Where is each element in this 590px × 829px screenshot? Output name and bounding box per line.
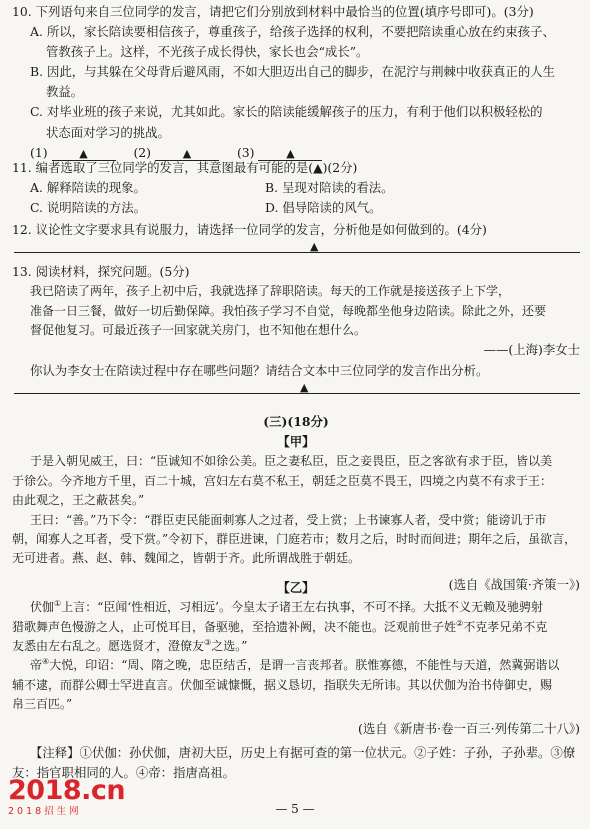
q11-option-c[interactable]: C. 说明陪读的方法。 (30, 200, 147, 216)
q12-stem: 12. 议论性文字要求具有说服力，请选择一位同学的发言，分析他是如何做到的。(4分) (12, 222, 487, 237)
q13-question: 你认为李女士在陪读过程中存在哪些问题？请结合文本中三位同学的发言作出分析。 (30, 362, 489, 378)
q13-source: ——(上海)李女士 (483, 342, 580, 358)
blank-label-1: (1) (30, 144, 48, 160)
yi-text: 上言：“臣闻‘性相近，习相远’。今皇太子诸王左右执事，不可不择。大抵不义无赖及驰骋射 (61, 600, 543, 615)
triangle-icon: ▲ (286, 146, 295, 160)
note-mark-4: ④ (42, 657, 50, 667)
triangle-icon: ▲ (310, 240, 319, 254)
section-3 (12, 412, 580, 595)
yi-text: 之选。” (211, 638, 248, 653)
q10-stem: 10. 下列语句来自三位同学的发言，请把它们分别放到材料中最恰当的位置(填序号即可)。(3分) (12, 4, 534, 19)
jia-p2-line3: 无可进者。燕、赵、韩、魏闻之，皆朝于齐。此所谓战胜于朝廷。 (12, 551, 361, 566)
jia-p1-line1: 于是入朝见威王，曰：“臣诚知不如徐公美。臣之妻私臣，臣之妾畏臣，臣之客欲有求于臣，皆以美 (30, 454, 553, 469)
q11-options (12, 178, 580, 218)
jia-p1-line3: 由此观之，王之蔽甚矣。” (12, 493, 145, 508)
yi-text: 猎歌舞声色慢游之人，止可悦耳目，备驱驰，至拾遗补阙，决不能也。泛观前世子姓 (12, 619, 457, 634)
passage-jia-title: 【甲】 (277, 434, 315, 450)
q11-option-a[interactable]: A. 解释陪读的现象。 (30, 180, 146, 196)
section-title: (三)(18分) (263, 414, 329, 429)
triangle-icon: ▲ (182, 146, 192, 160)
question-12 (12, 220, 580, 256)
yi-notes-line1: 【注释】①伏伽：孙伏伽，唐初大臣，历史上有据可查的第一位状元。②子姓：子孙，子孙辈。③僚 (30, 744, 576, 760)
passage-yi (12, 578, 580, 783)
question-13 (12, 262, 580, 397)
yi-p1-line1 (12, 598, 580, 617)
q13-material-line1: 我已陪读了两年，孩子上初中后，我就选择了辞职陪读。每天的工作就是接送孩子上下学， (30, 284, 511, 299)
q11-stem: 11. 编者选取了三位同学的发言，其意图最有可能的是(▲)(2分) (12, 160, 358, 175)
logo-main-text: 2018.cn (8, 775, 126, 806)
yi-p2-line2: 辅不逮，而群公卿士罕进直言。伏伽至诚慷慨，据义恳切，指联失无所讳。其以伏伽为治书侍御史，赐 (12, 677, 553, 692)
note-mark-1: ① (54, 599, 62, 609)
yi-source: (选自《新唐书·卷一百三·列传第二十八》) (358, 720, 580, 736)
q11-option-b[interactable]: B. 呈现对陪读的看法。 (265, 180, 394, 196)
triangle-icon: ▲ (300, 380, 309, 394)
triangle-icon: ▲ (79, 146, 88, 160)
yi-p2-line3: 帛三百匹。” (12, 697, 73, 712)
q10-option-c-line2: 状态面对学习的挑战。 (46, 124, 170, 140)
yi-p2-line1 (12, 656, 580, 675)
yi-text: 大悦，印诏：“周、隋之晚，忠臣结舌，是谓一言丧邦者。朕惟寡德，不能性与天道，然冀弼谐以 (49, 658, 560, 673)
question-11 (12, 158, 580, 218)
q10-option-c-line1: C. 对毕业班的孩子来说，尤其如此。家长的陪读能缓解孩子的压力，有利于他们以积极轻松的 (30, 104, 543, 120)
yi-text: 不克孝兄弟不克 (463, 619, 548, 634)
q13-stem: 13. 阅读材料，探究问题。(5分) (12, 264, 190, 279)
q13-material-line2: 准备一日三餐，做好一切后勤保障。我怕孩子学习不自觉，每晚都坐他身边陪读。除此之外，还要 (30, 303, 547, 318)
note-mark-3: ③ (204, 637, 212, 647)
jia-p2-line1: 王曰：“善。”乃下令：“群臣吏民能面刺寡人之过者，受上赏；上书谏寡人者，受中赏；能谤讥于市 (30, 512, 547, 527)
jia-source: (选自《战国策·齐策一》) (448, 576, 580, 592)
yi-text: 帝 (30, 658, 43, 673)
blank-label-3: (3) (236, 144, 255, 160)
jia-p2-line2: 朝，闻寡人之耳者，受下赏。”令初下，群臣进谏，门庭若市；数月之后，时时而间进；期年之后，虽欲言， (12, 531, 577, 546)
answer-rule (14, 393, 580, 394)
yi-notes-line2: 友：指官职相同的人。④帝：指唐高祖。 (12, 764, 236, 780)
yi-p1-line2 (12, 618, 580, 637)
q12-answer-line[interactable] (12, 240, 580, 256)
jia-p1-line2: 于徐公。今齐地方千里，百二十城，宫妇左右莫不私王，朝廷之臣莫不畏王，四境之内莫不有求于王： (12, 473, 553, 488)
q13-answer-line[interactable] (12, 381, 580, 397)
yi-text: 友悉由左右乱之。愿选贤才，澄僚友 (12, 638, 205, 653)
q11-option-d[interactable]: D. 倡导陪读的风气。 (265, 200, 382, 216)
yi-name: 伏伽 (30, 600, 55, 615)
q10-option-b-line2: 教益。 (46, 84, 84, 100)
q13-material-line3: 督促他复习。可最近孩子一回家就关房门，也不知他在想什么。 (30, 322, 367, 337)
logo-sub-text: 2018招生网 (8, 806, 82, 817)
page-number: — 5 — (275, 802, 315, 816)
blank-label-2: (2) (133, 144, 152, 160)
q10-option-a-line2: 管教孩子上。这样，不光孩子成长得快，家长也会“成长”。 (46, 44, 369, 60)
yi-p1-line3 (12, 637, 580, 656)
passage-yi-title: 【乙】 (277, 580, 315, 595)
answer-rule (14, 252, 580, 253)
q10-option-b-line1: B. 因此，与其躲在父母背后避风雨，不如大胆迈出自己的脚步，在泥泞与荆棘中收获真正的人生 (30, 64, 555, 80)
note-mark-2: ② (456, 618, 464, 628)
q10-option-a-line1: A. 所以，家长陪读要相信孩子，尊重孩子，给孩子选择的权利，不要把陪读重心放在约束孩子、 (30, 24, 555, 40)
question-10 (12, 2, 580, 163)
